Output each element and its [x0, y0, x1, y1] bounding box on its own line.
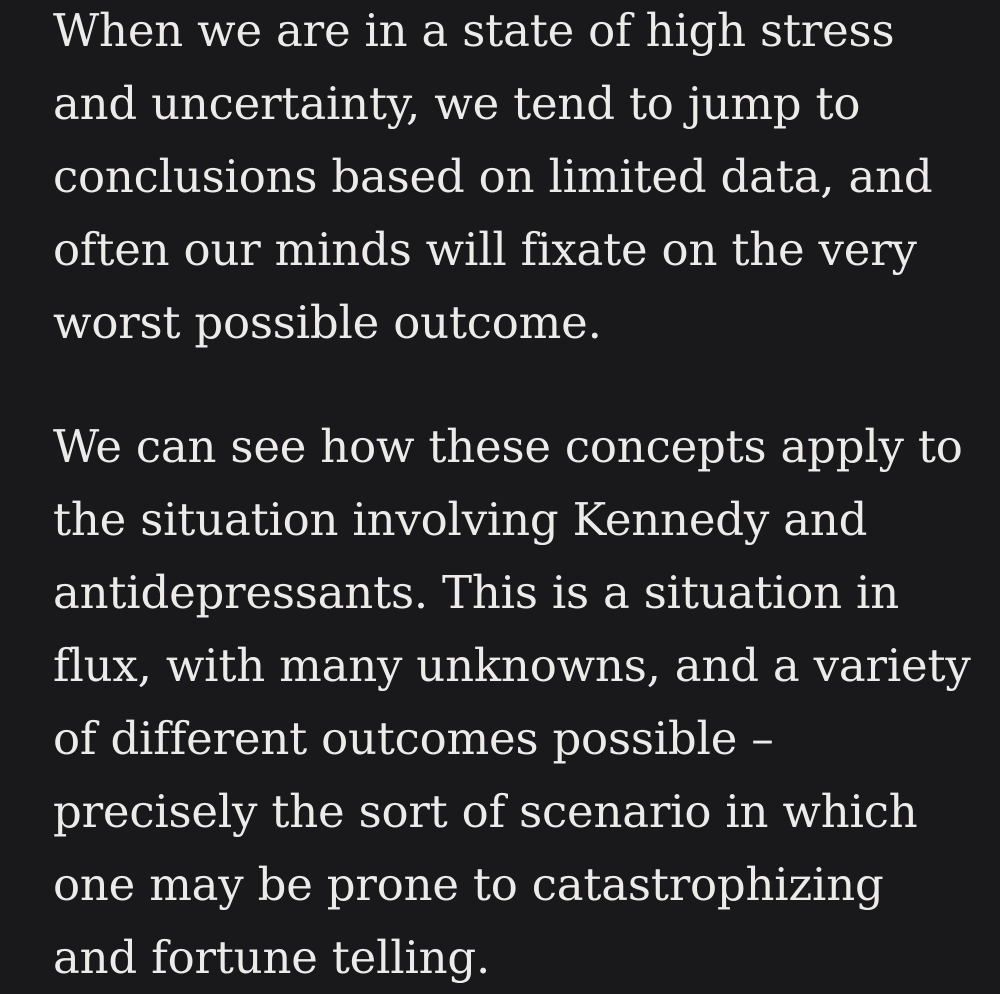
text-line: often our minds will fixate on the very [53, 223, 917, 276]
paragraph [53, 0, 973, 359]
text-line: the situation involving Kennedy and [53, 493, 868, 546]
text-line: We can see how these concepts apply to [53, 420, 963, 473]
text-line: one may be prone to catastrophizing [53, 858, 884, 911]
text-line: conclusions based on limited data, and [53, 150, 933, 203]
text-line: and uncertainty, we tend to jump to [53, 77, 861, 130]
text-line: worst possible outcome. [53, 296, 602, 349]
text-line: precisely the sort of scenario in which [53, 785, 918, 838]
text-line: When we are in a state of high stress [53, 4, 895, 57]
text-line: antidepressants. This is a situation in [53, 566, 899, 619]
paragraph [53, 410, 973, 994]
text-line: and fortune telling. [53, 931, 491, 984]
text-line: flux, with many unknowns, and a variety [53, 639, 971, 692]
text-line: of different outcomes possible – [53, 712, 774, 765]
